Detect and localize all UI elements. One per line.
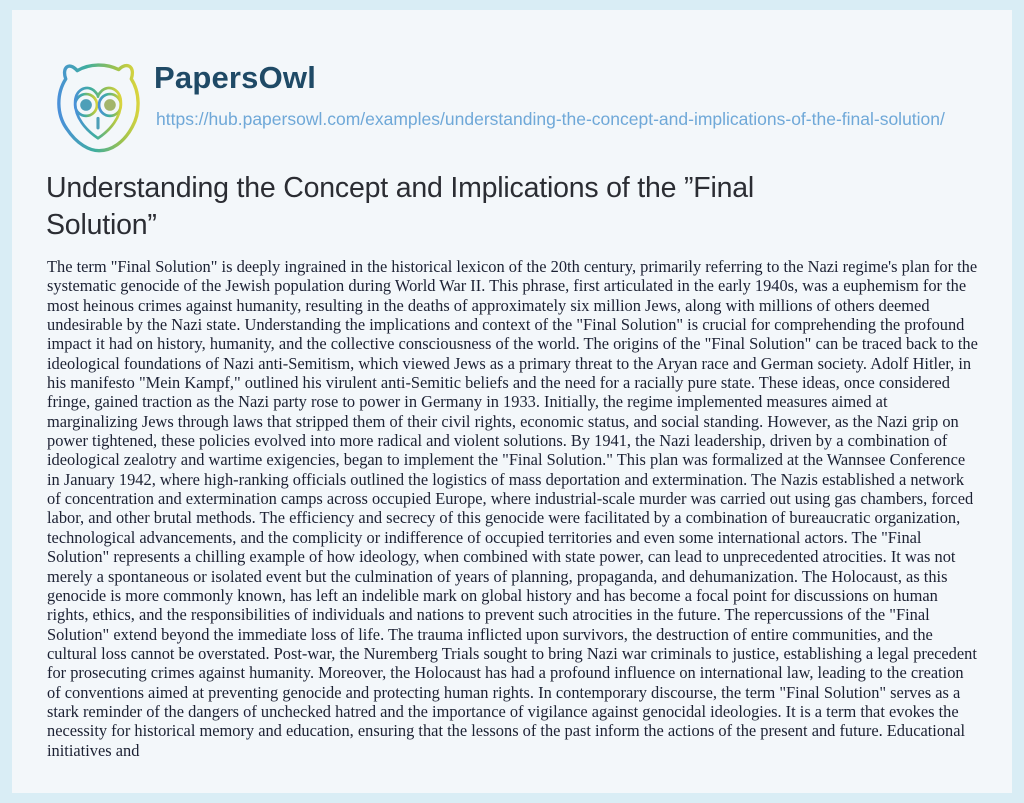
owl-logo-icon [46, 52, 150, 160]
essay-body-text: The term "Final Solution" is deeply ingrained in the historical lexicon of the 20th century, primarily referring to the Nazi regime's plan for the systematic genocide of the Jewish population during World War II. This phrase, first articulated in the early 1940s, was a euphemism for the most heinous crimes against humanity, resulting in the deaths of approximately six million Jews, along with millions of others deemed undesirable by the Nazi state. Understanding the implications and context of the "Final Solution" is crucial for comprehending the profound impact it had on history, humanity, and the collective consciousness of the world. The origins of the "Final Solution" can be traced back to the ideological foundations of Nazi anti-Semitism, which viewed Jews as a primary threat to the Aryan race and German society. Adolf Hitler, in his manifesto "Mein Kampf," outlined his virulent anti-Semitic beliefs and the need for a racially pure state. These ideas, once considered fringe, gained traction as the Nazi party rose to power in Germany in 1933. Initially, the regime implemented measures aimed at marginalizing Jews through laws that stripped them of their civil rights, economic status, and social standing. However, as the Nazi grip on power tightened, these policies evolved into more radical and violent solutions. By 1941, the Nazi leadership, driven by a combination of ideological zealotry and wartime exigencies, began to implement the "Final Solution." This plan was formalized at the Wannsee Conference in January 1942, where high-ranking officials outlined the logistics of mass deportation and extermination. The Nazis established a network of concentration and extermination camps across occupied Europe, where industrial-scale murder was carried out using gas chambers, forced labor, and other brutal methods. The efficiency and secrecy of this genocide were facilitated by a combination of bureaucratic organization, technological advancements, and the complicity or indifference of occupied territories and even some international actors. The "Final Solution" represents a chilling example of how ideology, when combined with state power, can lead to unprecedented atrocities. It was not merely a spontaneous or isolated event but the culmination of years of planning, propaganda, and dehumanization. The Holocaust, as this genocide is more commonly known, has left an indelible mark on global history and has become a focal point for discussions on human rights, ethics, and the responsibilities of individuals and nations to prevent such atrocities in the future. The repercussions of the "Final Solution" extend beyond the immediate loss of life. The trauma inflicted upon survivors, the destruction of entire communities, and the cultural loss cannot be overstated. Post-war, the Nuremberg Trials sought to bring Nazi war criminals to justice, establishing a legal precedent for prosecuting crimes against humanity. Moreover, the Holocaust has had a profound influence on international law, leading to the creation of conventions aimed at preventing genocide and protecting human rights. In contemporary discourse, the term "Final Solution" serves as a stark reminder of the dangers of unchecked hatred and the importance of vigilance against genocidal ideologies. It is a term that evokes the necessity for historical memory and education, ensuring that the lessons of the past inform the actions of the present and future. Educational initiatives and [47, 257, 978, 760]
source-url-link[interactable]: https://hub.papersowl.com/examples/understanding-the-concept-and-implications-of-the-final-solution/ [156, 109, 945, 129]
brand-name: PapersOwl [154, 60, 317, 95]
page-title: Understanding the Concept and Implications of the ”Final Solution” [46, 172, 755, 241]
page-frame [12, 10, 1012, 793]
